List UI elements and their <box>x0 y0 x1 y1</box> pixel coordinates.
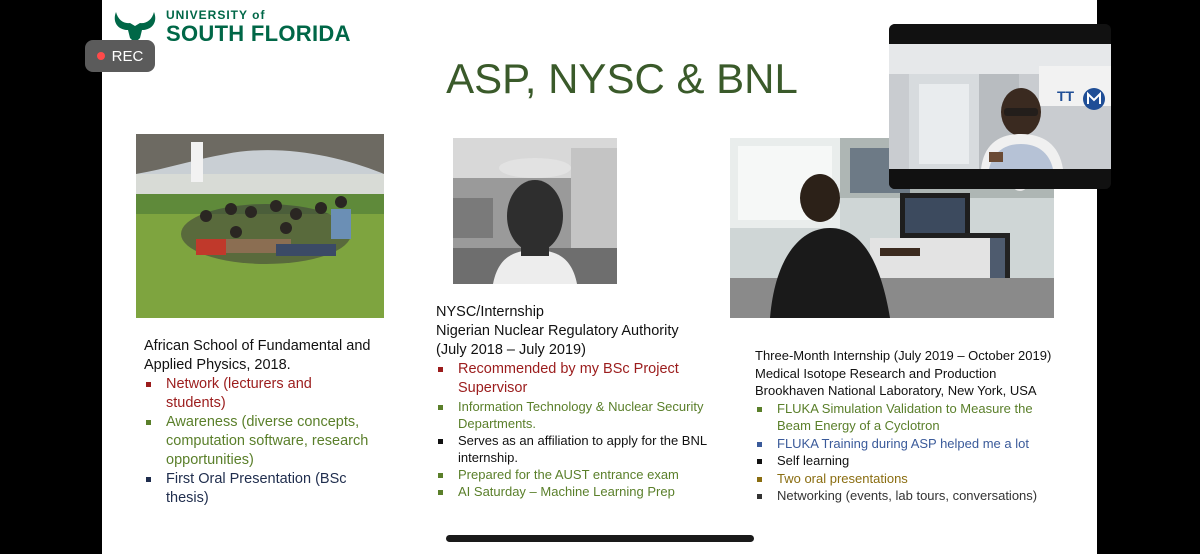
list-item: Network (lecturers and students) <box>144 375 404 413</box>
col3-heading-line3: Brookhaven National Laboratory, New York, USA <box>755 383 1037 398</box>
portrait-photo <box>453 138 617 284</box>
col1-heading-line1: African School of Fundamental and <box>144 338 371 354</box>
bull-horns-icon <box>110 8 160 44</box>
col1-text <box>144 337 404 508</box>
video-sign-text: TT <box>1057 88 1075 104</box>
record-dot-icon <box>97 52 105 60</box>
list-item: Networking (events, lab tours, conversations) <box>755 487 1085 505</box>
list-item: First Oral Presentation (BSc thesis) <box>144 470 404 508</box>
list-item: Awareness (diverse concepts, computation software, research opportunities) <box>144 413 404 470</box>
col2-heading-line3: (July 2018 – July 2019) <box>436 342 586 358</box>
list-item: Serves as an affiliation to apply for the BNL internship. <box>436 432 736 466</box>
list-item: Prepared for the AUST entrance exam <box>436 466 736 483</box>
list-item: Two oral presentations <box>755 470 1085 488</box>
recording-badge[interactable] <box>85 40 155 72</box>
speaker-video[interactable] <box>889 24 1111 189</box>
col3-text <box>755 347 1085 505</box>
col3-heading-line1: Three-Month Internship (July 2019 – October 2019) <box>755 348 1052 363</box>
list-item: Self learning <box>755 452 1085 470</box>
list-item: AI Saturday – Machine Learning Prep <box>436 483 736 500</box>
slide-title: ASP, NYSC & BNL <box>446 55 798 102</box>
group-photo <box>136 134 384 318</box>
col2-text <box>436 303 736 500</box>
col2-heading-line1: NYSC/Internship <box>436 304 544 320</box>
slide-scrollbar[interactable] <box>446 535 754 542</box>
list-item: Information Technology & Nuclear Security Departments. <box>436 398 736 432</box>
logo-line1: UNIVERSITY of <box>166 8 266 22</box>
list-item: FLUKA Training during ASP helped me a lot <box>755 435 1085 453</box>
col1-heading-line2: Applied Physics, 2018. <box>144 357 291 373</box>
recording-label: REC <box>111 47 144 65</box>
col2-heading-line2: Nigerian Nuclear Regulatory Authority <box>436 323 679 339</box>
list-item: FLUKA Simulation Validation to Measure the Beam Energy of a Cyclotron <box>755 400 1085 435</box>
logo-line2: SOUTH FLORIDA <box>166 21 351 46</box>
col3-heading-line2: Medical Isotope Research and Production <box>755 365 997 381</box>
list-item: Recommended by my BSc Project Supervisor <box>436 360 736 398</box>
